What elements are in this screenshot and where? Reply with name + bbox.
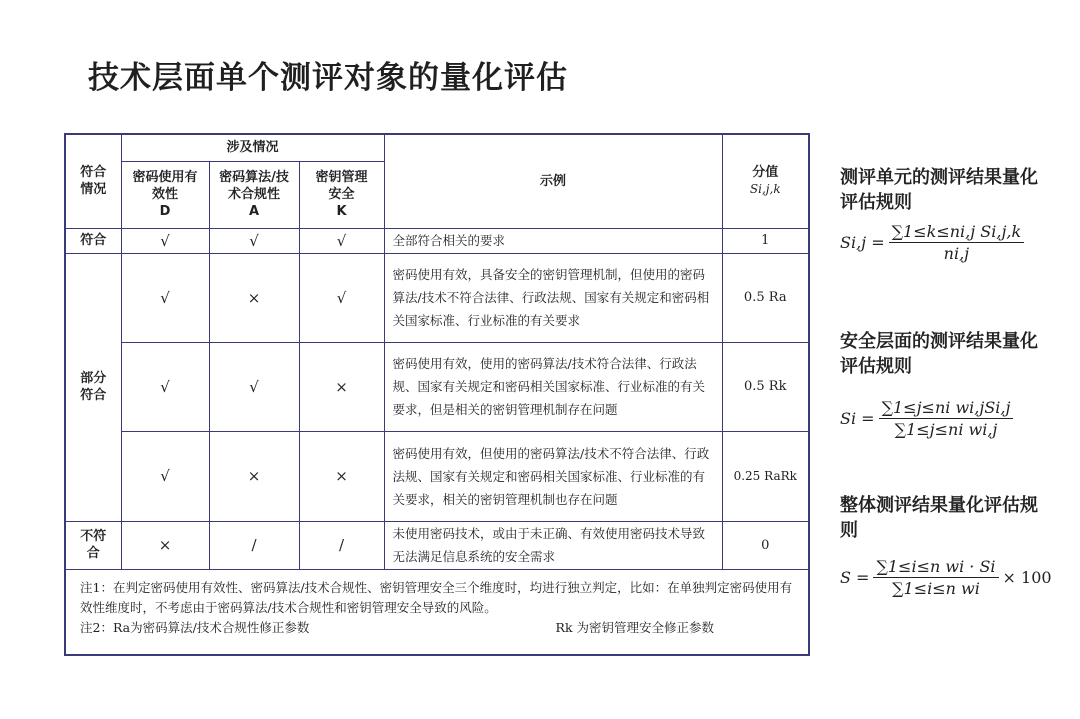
table-row	[66, 521, 808, 569]
row-k: √	[299, 228, 384, 253]
evaluation-table	[64, 133, 810, 656]
row-k: ×	[299, 342, 384, 431]
row-score: 0.5 Ra	[722, 253, 808, 342]
row-d: √	[121, 253, 209, 342]
row-d: √	[121, 342, 209, 431]
header-involved: 涉及情况	[121, 135, 384, 161]
row-score: 1	[722, 228, 808, 253]
header-score-label: 分值	[752, 165, 779, 181]
row-example: 密码使用有效，使用的密码算法/技术符合法律、行政法规、国家有关规定和密码相关国家标准、行业标准的有关要求，但是相关的密钥管理机制存在问题	[384, 342, 722, 431]
table-row	[66, 228, 808, 253]
formula-overall-denominator: ∑1≤i≤n wi	[892, 579, 980, 598]
formula-layer	[840, 398, 1017, 439]
note-2-left: 注2：Ra为密码算法/技术合规性修正参数	[80, 619, 310, 635]
row-a: /	[209, 521, 299, 569]
formula-overall-numerator: ∑1≤i≤n wi · Si	[873, 557, 998, 578]
row-score: 0.5 Rk	[722, 342, 808, 431]
formula-overall-lhs: S =	[840, 568, 870, 587]
formula-layer-fraction	[879, 398, 1014, 439]
rule-title-overall: 整体测评结果量化评估规则	[840, 495, 1038, 541]
row-score: 0	[722, 521, 808, 569]
row-example: 密码使用有效，但使用的密码算法/技术不符合法律、行政法规、国家有关规定和密码相关国家标准、行业标准的有关要求，相关的密钥管理机制也存在问题	[384, 431, 722, 521]
header-conformity: 符合情况	[66, 135, 121, 228]
header-col-k: 密钥管理安全 K	[299, 161, 384, 228]
formula-unit-numerator: ∑1≤k≤ni,j Si,j,k	[889, 222, 1025, 243]
header-col-a: 密码算法/技术合规性 A	[209, 161, 299, 228]
header-example: 示例	[384, 135, 722, 228]
notes-row	[66, 569, 808, 646]
formula-unit-lhs: Si,j =	[840, 233, 885, 252]
table-row	[66, 431, 808, 521]
row-score: 0.25 RaRk	[722, 431, 808, 521]
row-conformity: 部分符合	[66, 253, 121, 521]
formula-unit-denominator: ni,j	[943, 244, 970, 263]
formula-layer-denominator: ∑1≤j≤ni wi,j	[894, 420, 998, 439]
row-conformity: 不符合	[66, 521, 121, 569]
row-d: ×	[121, 521, 209, 569]
header-col-d: 密码使用有效性 D	[121, 161, 209, 228]
note-2	[80, 618, 794, 638]
formula-overall	[840, 557, 1052, 598]
header-score-symbol: Si,j,k	[749, 182, 781, 197]
page-title: 技术层面单个测评对象的量化评估	[88, 60, 568, 96]
note-1: 注1：在判定密码使用有效性、密码算法/技术合规性、密钥管理安全三个维度时，均进行独立判定，比如：在单独判定密码使用有效性维度时，不考虑由于密码算法/技术合规性和密钥管理安全导致的风险。	[80, 579, 793, 615]
table-row	[66, 342, 808, 431]
row-k: ×	[299, 431, 384, 521]
row-a: √	[209, 342, 299, 431]
header-score	[722, 135, 808, 228]
row-a: ×	[209, 431, 299, 521]
row-d: √	[121, 228, 209, 253]
row-a: √	[209, 228, 299, 253]
rule-title-unit: 测评单元的测评结果量化评估规则	[840, 167, 1038, 213]
formula-layer-numerator: ∑1≤j≤ni wi,jSi,j	[879, 398, 1014, 419]
rule-title-layer: 安全层面的测评结果量化评估规则	[840, 331, 1038, 377]
note-2-right: Rk 为密钥管理安全修正参数	[555, 619, 714, 635]
formula-overall-multiplier: × 100	[1002, 568, 1052, 587]
formula-unit-fraction	[889, 222, 1025, 263]
row-example: 密码使用有效，具备安全的密钥管理机制，但使用的密码算法/技术不符合法律、行政法规、国家有关规定和密码相关国家标准、行业标准的有关要求	[384, 253, 722, 342]
row-a: ×	[209, 253, 299, 342]
formula-overall-fraction	[873, 557, 998, 598]
row-example: 全部符合相关的要求	[384, 228, 722, 253]
table-row	[66, 253, 808, 342]
row-d: √	[121, 431, 209, 521]
row-example: 未使用密码技术，或由于未正确、有效使用密码技术导致无法满足信息系统的安全需求	[384, 521, 722, 569]
formula-layer-lhs: Si =	[840, 409, 875, 428]
row-conformity: 符合	[66, 228, 121, 253]
row-k: √	[299, 253, 384, 342]
formula-unit	[840, 222, 1028, 263]
row-k: /	[299, 521, 384, 569]
